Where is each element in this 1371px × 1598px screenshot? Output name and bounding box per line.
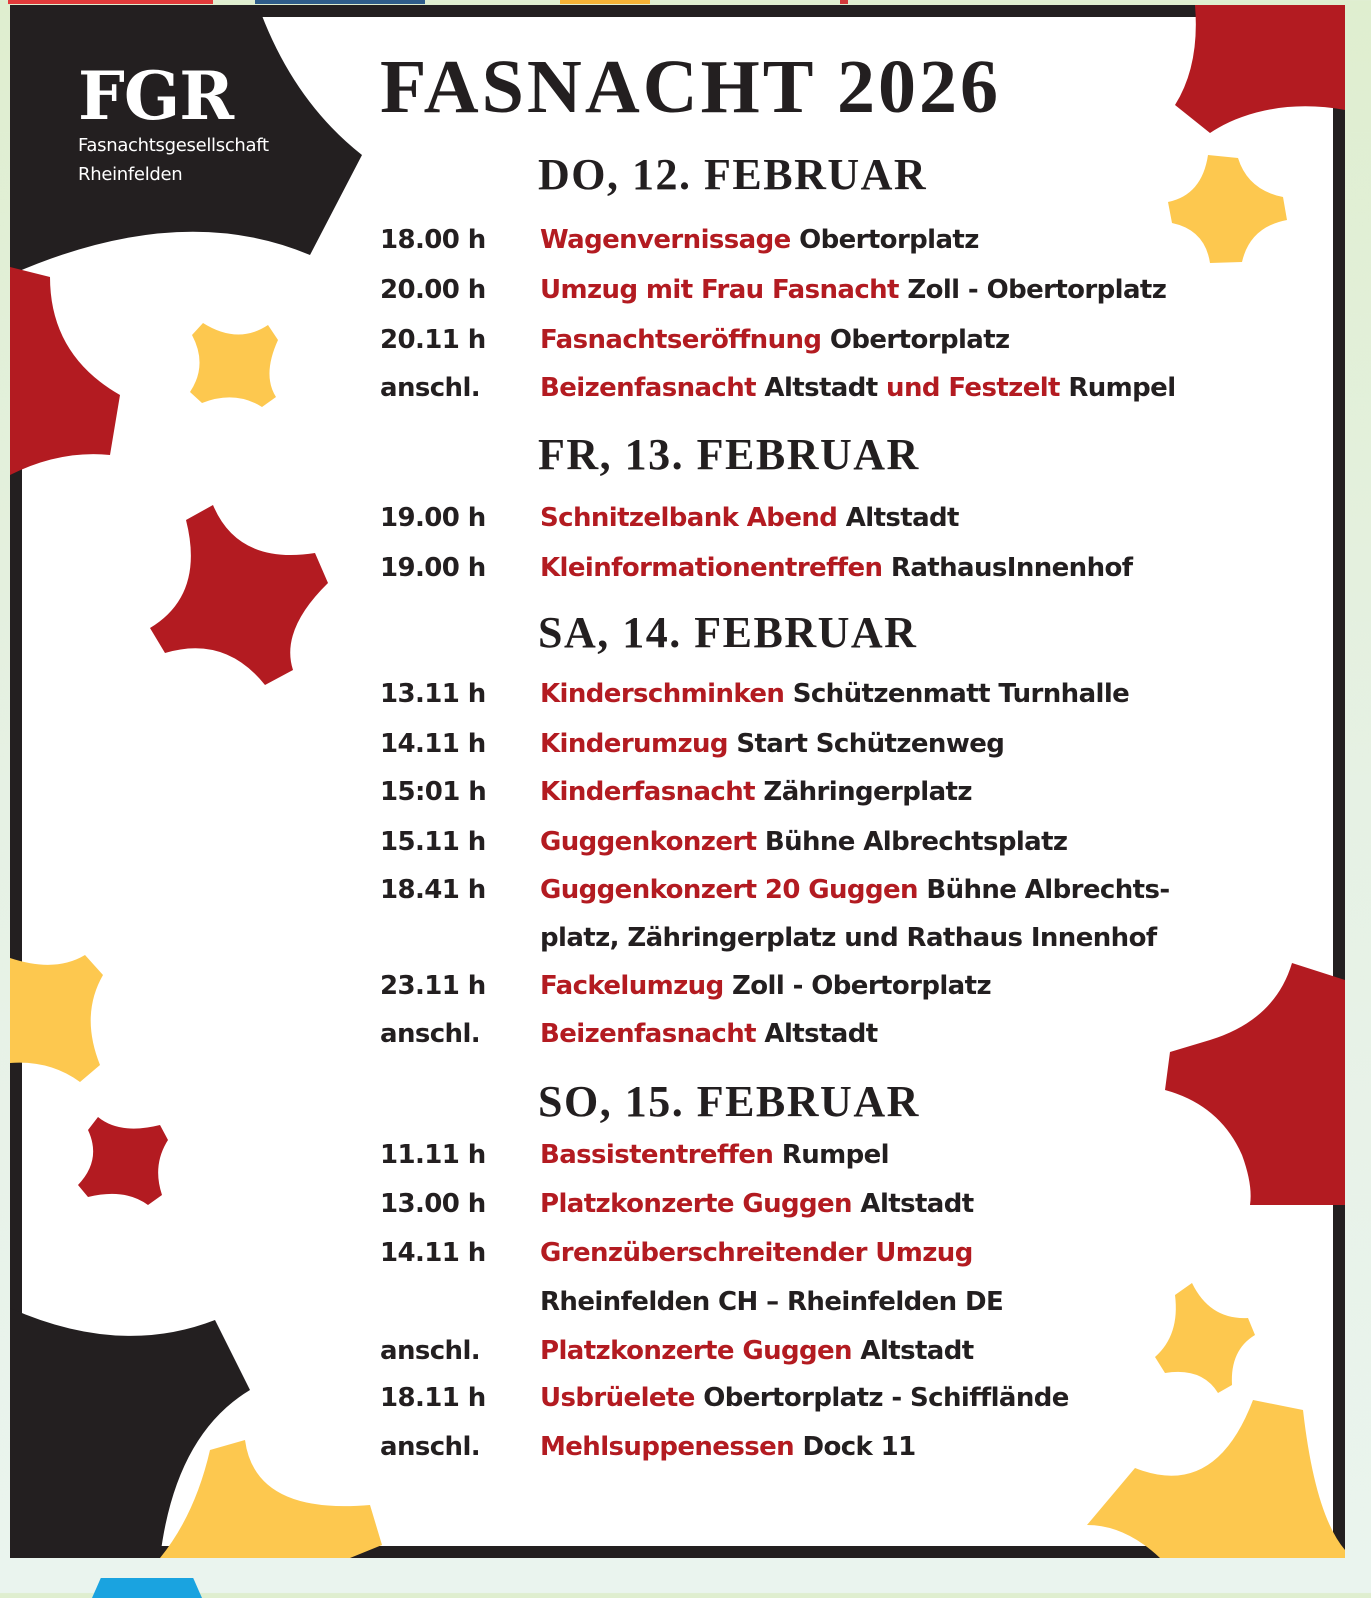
event-time: 14.11 h: [380, 729, 486, 759]
event-time: anschl.: [380, 373, 481, 403]
event-location: Zoll - Obertorplatz: [898, 275, 1167, 305]
event-location: Obertorplatz: [821, 325, 1010, 355]
event-description: [540, 277, 1166, 303]
yellow-cog-bottom-left: [160, 1440, 382, 1558]
event-name: Guggenkonzert 20 Guggen: [540, 875, 918, 905]
event-location: Rumpel: [773, 1140, 889, 1170]
event-name: Beizenfasnacht: [540, 373, 756, 403]
event-time: 20.00 h: [380, 275, 486, 305]
event-time: 13.11 h: [380, 679, 486, 709]
event-time: 23.11 h: [380, 971, 486, 1001]
event-location: RathausInnenhof: [882, 553, 1133, 583]
event-time: 15.11 h: [380, 827, 486, 857]
event-location: Obertorplatz: [790, 225, 979, 255]
event-location: Altstadt: [755, 1019, 878, 1049]
event-time: 18.00 h: [380, 225, 486, 255]
event-time: anschl.: [380, 1432, 481, 1462]
event-description: [540, 1338, 974, 1364]
event-name: Platzkonzerte Guggen: [540, 1189, 852, 1219]
event-description: [540, 779, 972, 805]
event-location: Altstadt: [851, 1189, 974, 1219]
red-star-left-large: [150, 505, 328, 685]
event-time: 19.00 h: [380, 503, 486, 533]
event-location: Dock 11: [794, 1432, 916, 1462]
yellow-cog-left-mid: [10, 955, 103, 1082]
yellow-star-left-small: [190, 323, 278, 407]
event-location: Start Schützenweg: [727, 729, 1005, 759]
red-cog-top-right: [1175, 5, 1345, 133]
day-heading: FR, 13. FEBRUAR: [538, 430, 920, 479]
day-heading: SA, 14. FEBRUAR: [538, 608, 918, 657]
event-name: Kinderumzug: [540, 729, 728, 759]
event-name: Wagenvernissage: [540, 225, 791, 255]
event-time: anschl.: [380, 1336, 481, 1366]
event-location: Bühne Albrechtsplatz: [756, 827, 1068, 857]
day-heading: DO, 12. FEBRUAR: [538, 150, 928, 199]
event-location: Bühne Albrechts-: [917, 875, 1170, 905]
event-time: 15:01 h: [380, 777, 487, 807]
event-description: [540, 925, 1157, 951]
poster-title: FASNACHT 2026: [380, 45, 1002, 129]
event-time: 13.00 h: [380, 1189, 486, 1219]
event-name: Kinderschminken: [540, 679, 785, 709]
event-description: [540, 1289, 1003, 1315]
event-time: 18.11 h: [380, 1383, 486, 1413]
logo-line-1: Fasnachtsgesellschaft: [78, 135, 269, 156]
event-time: 18.41 h: [380, 875, 486, 905]
yellow-star-right-small: [1155, 1283, 1255, 1393]
event-description: [540, 973, 991, 999]
background-tab: [92, 1578, 202, 1598]
logo-mark: FGR: [78, 57, 234, 135]
event-name: Grenzüberschreitender Umzug: [540, 1238, 973, 1268]
logo-line-2: Rheinfelden: [78, 164, 183, 185]
event-time: 11.11 h: [380, 1140, 486, 1170]
event-name: Fackelumzug: [540, 971, 724, 1001]
event-description: [540, 327, 1010, 353]
event-name: Beizenfasnacht: [540, 1019, 756, 1049]
event-name: und Festzelt: [886, 373, 1060, 403]
event-description: [540, 681, 1129, 707]
event-time: 14.11 h: [380, 1238, 486, 1268]
event-location: Zähringerplatz: [754, 777, 972, 807]
event-location: Altstadt: [837, 503, 959, 533]
event-location: platz, Zähringerplatz und Rathaus Innenhof: [540, 923, 1157, 953]
event-location: Rheinfelden CH – Rheinfelden DE: [540, 1287, 1004, 1317]
event-location: Obertorplatz - Schifflände: [694, 1383, 1069, 1413]
event-name: Bassistentreffen: [540, 1140, 774, 1170]
event-location: Rumpel: [1059, 373, 1176, 403]
event-location: Altstadt: [851, 1336, 974, 1366]
event-name: Usbrüelete: [540, 1383, 695, 1413]
event-description: [540, 1434, 916, 1460]
event-description: [540, 877, 1170, 903]
yellow-star-top-right: [1168, 155, 1287, 263]
event-description: [540, 1385, 1069, 1411]
event-description: [540, 1021, 878, 1047]
event-name: Fasnachtseröffnung: [540, 325, 822, 355]
event-description: [540, 731, 1004, 757]
event-time: 20.11 h: [380, 325, 486, 355]
event-description: [540, 555, 1132, 581]
red-star-left-small: [78, 1117, 168, 1205]
day-heading: SO, 15. FEBRUAR: [538, 1077, 920, 1126]
event-description: [540, 1142, 889, 1168]
event-description: [540, 375, 1176, 401]
fgr-logo: [78, 57, 269, 187]
event-name: Mehlsuppenessen: [540, 1432, 795, 1462]
event-description: [540, 1240, 973, 1266]
event-description: [540, 227, 979, 253]
event-name: Kleinformationentreffen: [540, 553, 883, 583]
red-cog-right-mid: [1165, 963, 1345, 1205]
event-description: [540, 505, 959, 531]
event-name: Platzkonzerte Guggen: [540, 1336, 852, 1366]
event-name: Schnitzelbank Abend: [540, 503, 838, 533]
event-name: Kinderfasnacht: [540, 777, 755, 807]
event-location: Zoll - Obertorplatz: [723, 971, 991, 1001]
event-description: [540, 829, 1067, 855]
event-name: Guggenkonzert: [540, 827, 757, 857]
red-cog-left: [10, 267, 120, 475]
event-location: Altstadt: [755, 373, 887, 403]
event-name: Umzug mit Frau Fasnacht: [540, 275, 899, 305]
event-description: [540, 1191, 974, 1217]
event-time: anschl.: [380, 1019, 481, 1049]
poster: [10, 5, 1345, 1558]
event-time: 19.00 h: [380, 553, 486, 583]
yellow-cog-bottom-right: [1087, 1400, 1345, 1558]
event-location: Schützenmatt Turnhalle: [784, 679, 1130, 709]
